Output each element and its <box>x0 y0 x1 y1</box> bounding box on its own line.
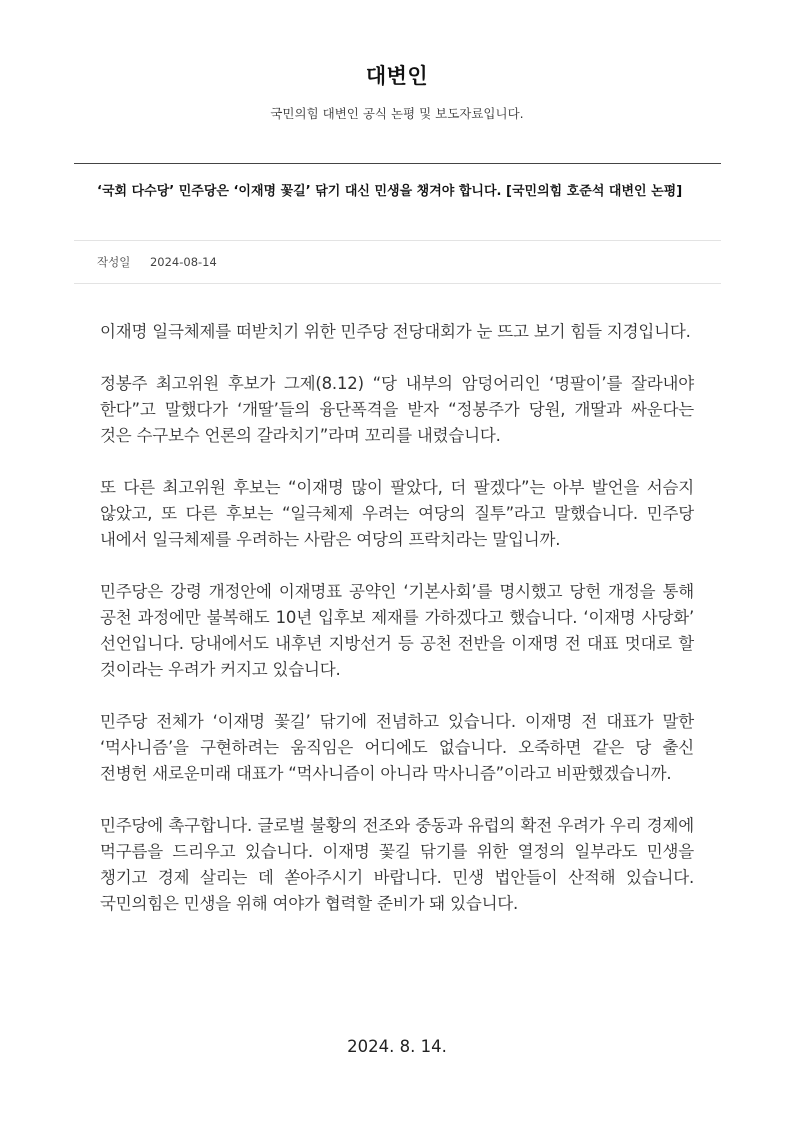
article-body <box>100 319 694 943</box>
article-title: ‘국회 다수당’ 민주당은 ‘이재명 꽃길’ 닦기 대신 민생을 챙겨야 합니다. [국민의힘 호준석 대변인 논평] <box>97 184 683 199</box>
header-divider <box>74 163 721 164</box>
body-paragraph: 정봉주 최고위원 후보가 그제(8.12) “당 내부의 암덩어리인 ‘명팔이’를 잘라내야 한다”고 말했다가 ‘개딸’들의 융단폭격을 받자 “정봉주가 당원, 개딸과 싸운다는 것은 수구보수 언론의 갈라치기”라며 꼬리를 내렸습니다. <box>100 374 694 445</box>
body-paragraph: 민주당은 강령 개정안에 이재명표 공약인 ‘기본사회’를 명시했고 당헌 개정을 통해 공천 과정에만 불복해도 10년 입후보 제재를 가하겠다고 했습니다. ‘이재명 사당화’ 선언입니다. 당내에서도 내후년 지방선거 등 공천 전반을 이재명 전 대표 멋대로 할 것이라는 우려가 커지고 있습니다. <box>100 582 694 679</box>
meta-divider <box>74 283 721 284</box>
article-meta <box>97 254 217 270</box>
body-paragraph: 민주당에 촉구합니다. 글로벌 불황의 전조와 중동과 유럽의 확전 우려가 우리 경제에 먹구름을 드리우고 있습니다. 이재명 꽃길 닦기를 위한 열정의 일부라도 민생을 챙기고 경제 살리는 데 쏟아주시기 바랍니다. 민생 법안들이 산적해 있습니다. 국민의힘은 민생을 위해 여야가 협력할 준비가 돼 있습니다. <box>100 816 694 913</box>
site-title: 대변인 <box>365 64 429 88</box>
body-paragraph: 또 다른 최고위원 후보는 “이재명 많이 팔았다, 더 팔겠다”는 아부 발언을 서슴지 않았고, 또 다른 후보는 “일극체제 우려는 여당의 질투”라고 말했습니다. 민주당 내에서 일극체제를 우려하는 사람은 여당의 프락치라는 말입니까. <box>100 478 694 549</box>
sign-date: 2024. 8. 14. <box>347 1037 447 1056</box>
body-paragraph: 이재명 일극체제를 떠받치기 위한 민주당 전당대회가 눈 뜨고 보기 힘들 지경입니다. <box>100 322 691 341</box>
title-divider <box>74 240 721 241</box>
body-paragraph: 민주당 전체가 ‘이재명 꽃길’ 닦기에 전념하고 있습니다. 이재명 전 대표가 말한 ‘먹사니즘’을 구현하려는 움직임은 어디에도 없습니다. 오죽하면 같은 당 출신 전병헌 새로운미래 대표가 “먹사니즘이 아니라 막사니즘”이라고 비판했겠습니까. <box>100 712 694 783</box>
date-label: 작성일 <box>97 255 131 269</box>
site-subtitle: 국민의힘 대변인 공식 논평 및 보도자료입니다. <box>270 106 524 121</box>
date-value: 2024-08-14 <box>149 255 217 269</box>
